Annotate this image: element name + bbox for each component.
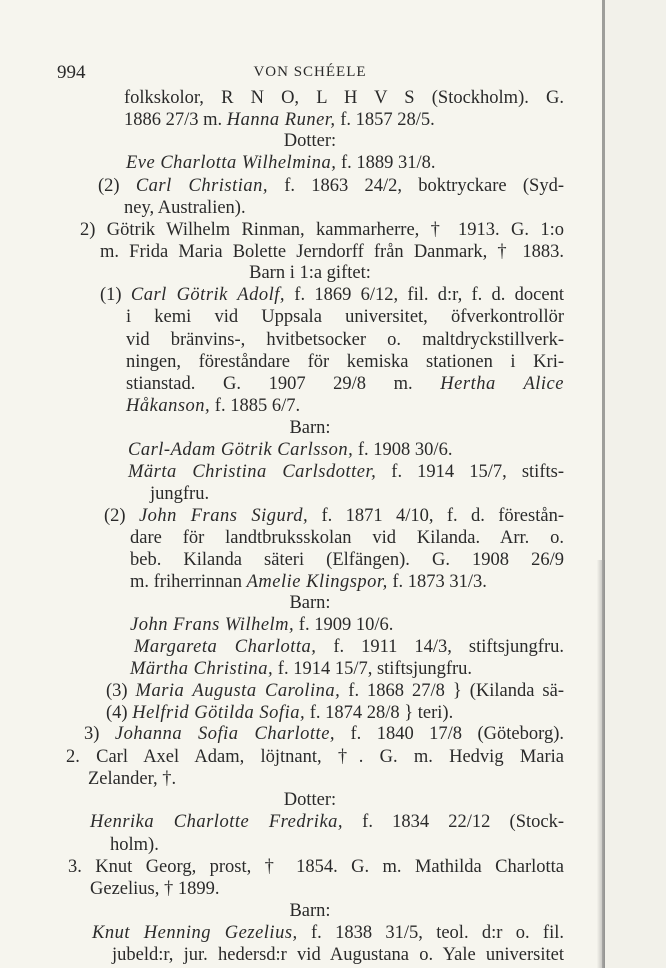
text-line [88,768,176,790]
text-segment: (3) [106,681,136,701]
text-line [124,197,246,219]
italic-name: Hertha Alice [440,374,564,394]
text-segment: 2. Carl Axel Adam, löjtnant, †. G. m. Hedvig Maria [66,747,564,767]
text-segment: f. 1871 4/10, f. d. förestån- [308,506,564,526]
text-line [128,461,564,483]
text-segment: f. 1889 31/8. [336,153,436,173]
text-segment: Barn: [289,418,331,438]
section-heading [0,417,620,439]
italic-name: Hanna Runer, [226,110,336,130]
text-line [66,746,564,768]
text-segment: 2) Götrik Wilhelm Rinman, kammarherre, † 1913. G. 1:o [80,220,564,240]
text-segment: f. 1908 30/6. [353,440,453,460]
text-line [134,636,564,658]
italic-name: John Frans Sigurd, [138,506,309,526]
italic-name: Eve Charlotta Wilhelmina, [126,153,337,173]
italic-name: Carl Götrik Adolf, [130,285,286,305]
section-heading [0,130,620,152]
text-line [90,878,219,900]
text-line [110,834,159,856]
text-segment: jungfru. [150,484,210,504]
text-segment: beb. Kilanda säteri (Elfängen). G. 1908 26/9 [130,550,564,570]
text-segment: (2) [104,506,139,526]
text-segment: Dotter: [283,131,337,151]
section-heading [0,900,620,922]
text-line [106,702,453,724]
text-segment: f. 1869 6/12, fil. d:r, f. d. docent [285,285,564,305]
text-line [90,811,564,833]
italic-name: Håkanson, [126,396,211,416]
italic-name: John Frans Wilhelm, [130,615,295,635]
italic-name: Märta Christina Carlsdotter, [128,462,377,482]
running-title: VON SCHÉELE [253,64,367,80]
text-segment: f. 1868 27/8 } (Kilanda sä- [340,681,564,701]
page-number: 994 [57,62,86,83]
text-line [130,571,487,593]
text-line [126,152,436,174]
text-line [126,351,564,373]
text-line [126,395,300,417]
section-heading [0,262,620,284]
italic-name: Knut Henning Gezelius, [92,923,298,943]
section-heading [0,789,620,811]
text-segment: f. 1834 22/12 (Stock- [343,812,564,832]
text-line [112,944,564,966]
italic-name: Maria Augusta Carolina, [135,681,341,701]
text-segment: Dotter: [283,790,337,810]
text-line [106,680,564,702]
text-segment: ningen, föreståndare för kemiska stationen i Kri- [126,352,564,372]
text-line [92,922,564,944]
text-segment: m. Frida Maria Bolette Jerndorff från Danmark, † 1883. [100,242,564,262]
text-segment: i kemi vid Uppsala universitet, öfverkontrollör [126,307,564,327]
text-segment: Barn: [289,901,331,921]
text-segment: f. 1914 15/7, stiftsjungfru. [273,659,473,679]
text-segment: 3. Knut Georg, prost, † 1854. G. m. Mathilda Charlotta [68,857,564,877]
text-line [104,505,564,527]
text-line [130,527,564,549]
text-segment: vid bränvins-, hvitbetsocker o. maltdryckstillverk- [126,330,564,350]
text-segment: jubeld:r, jur. hedersd:r vid Augustana o. Yale universitet [112,945,564,965]
text-line [150,483,209,505]
text-segment: Gezelius, † 1899. [90,879,220,899]
text-line [126,306,564,328]
text-line [100,241,564,263]
text-segment: f. 1911 14/3, stiftsjungfru. [316,637,564,657]
text-segment: f. 1840 17/8 (Göteborg). [335,724,564,744]
text-segment: m. friherrinnan [130,572,247,592]
text-segment: f. 1874 28/8 } teri). [305,703,454,723]
italic-name: Carl-Adam Götrik Carlsson, [128,440,354,460]
text-line [98,175,564,197]
text-segment: 1886 27/3 m. [124,110,227,130]
text-line [130,614,393,636]
text-segment: ney, Australien). [124,198,246,218]
text-line [68,856,564,878]
italic-name: Margareta Charlotta, [134,637,317,657]
text-segment: dare för landtbruksskolan vid Kilanda. Arr. o. [130,528,564,548]
text-segment: Barn i 1:a giftet: [249,263,371,283]
text-line [130,549,564,571]
text-line [130,658,472,680]
text-line [84,723,564,745]
text-segment: folkskolor, R N O, L H V S (Stockholm). G. [124,88,564,108]
text-line [80,219,564,241]
text-line [126,329,564,351]
text-segment: holm). [110,835,159,855]
text-line [100,284,564,306]
text-line [124,87,564,109]
text-segment: f. 1838 31/5, teol. d:r o. fil. [297,923,564,943]
text-segment: f. 1885 6/7. [210,396,301,416]
text-line [126,373,564,395]
italic-name: Henrika Charlotte Fredrika, [90,812,344,832]
text-segment: f. 1873 31/3. [387,572,487,592]
text-segment: (2) [98,176,136,196]
text-segment: 3) [84,724,115,744]
text-segment: f. 1863 24/2, boktryckare (Syd- [268,176,564,196]
text-segment: Zelander, †. [88,769,177,789]
text-segment: (1) [100,285,131,305]
italic-name: Carl Christian, [135,176,269,196]
italic-name: Johanna Sofia Charlotte, [114,724,336,744]
text-line [124,109,435,131]
text-segment: f. 1857 28/5. [335,110,435,130]
italic-name: Helfrid Götilda Sofia, [132,703,306,723]
text-line [128,439,452,461]
italic-name: Amelie Klingspor, [246,572,388,592]
italic-name: Märtha Christina, [130,659,274,679]
text-segment: Barn: [289,593,331,613]
text-segment: f. 1914 15/7, stifts- [376,462,564,482]
text-segment: f. 1909 10/6. [294,615,394,635]
section-heading [0,592,620,614]
text-segment: (4) [106,703,133,723]
text-segment: stianstad. G. 1907 29/8 m. [126,374,441,394]
